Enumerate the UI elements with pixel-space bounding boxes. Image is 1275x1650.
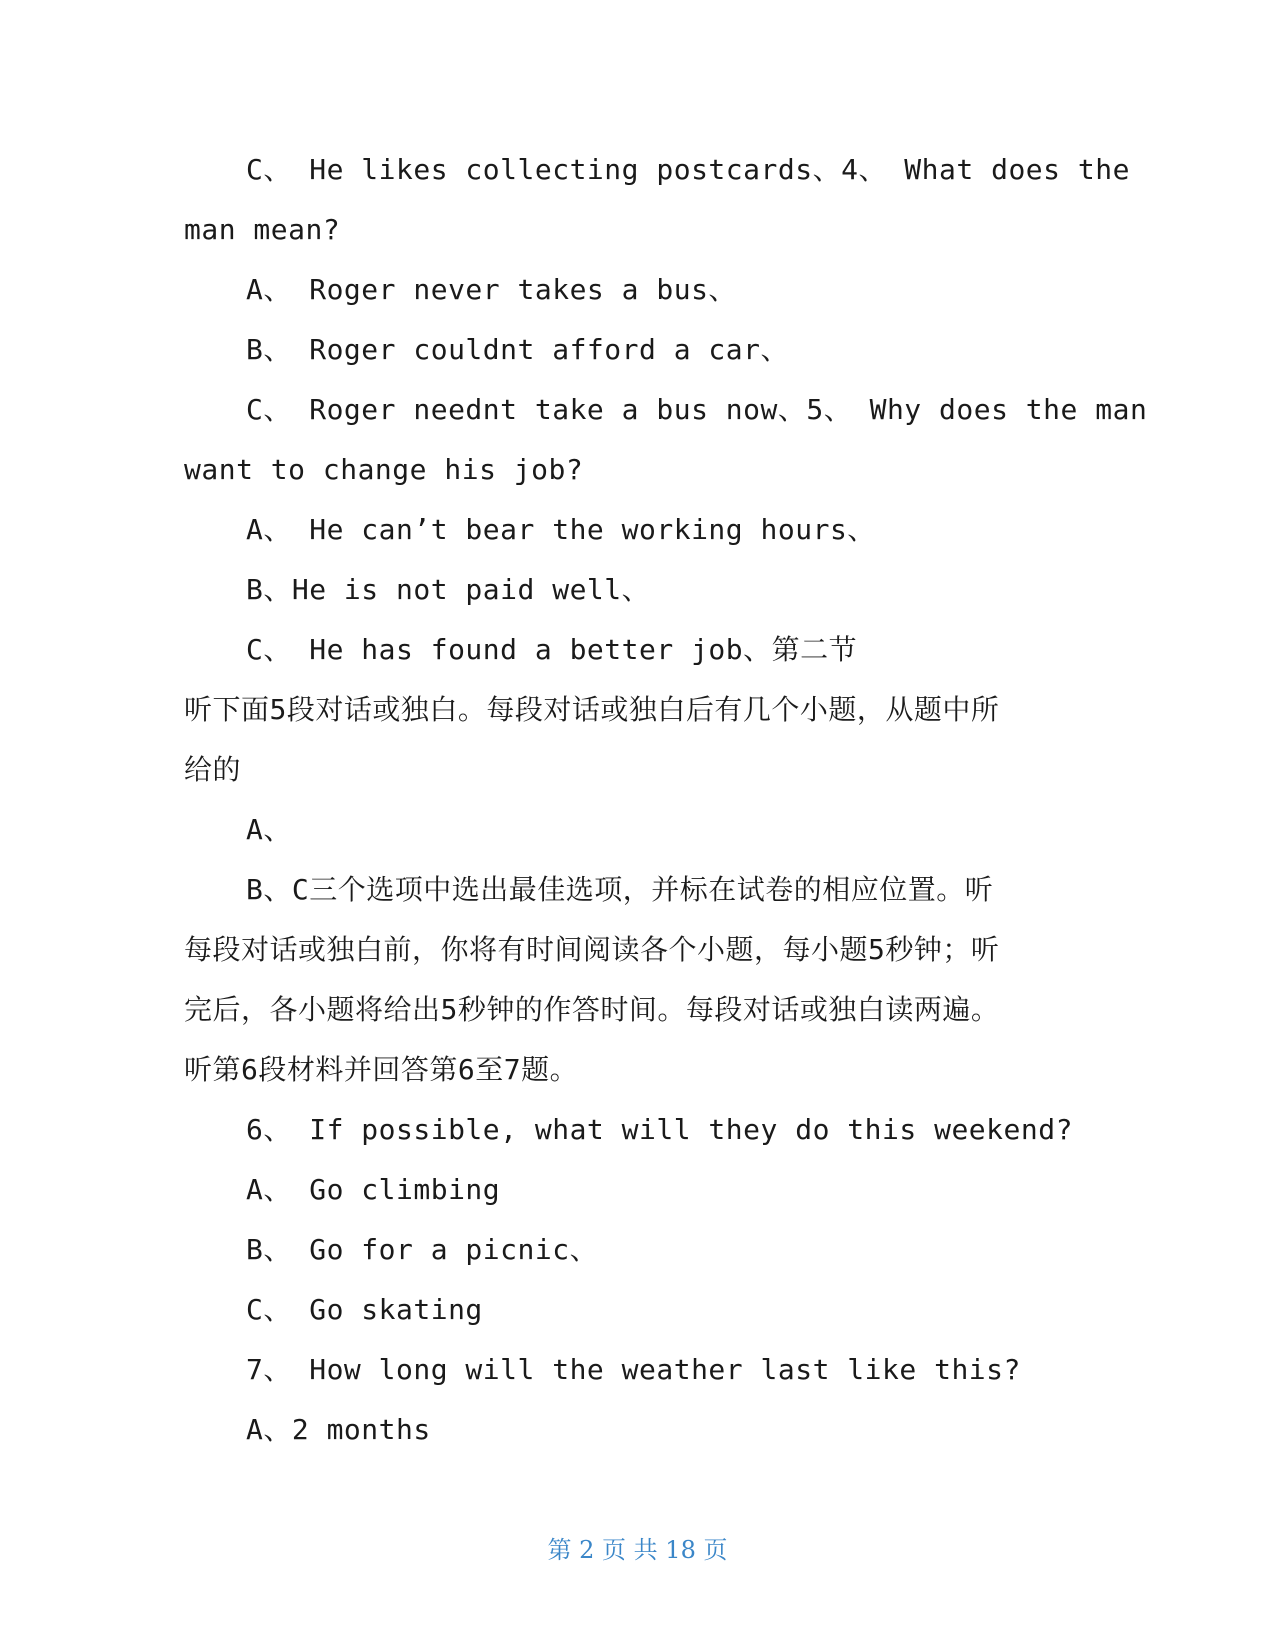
text-line: B、 Roger couldnt afford a car、 [246,333,790,366]
text-line: 给的 [184,753,242,786]
text-line: 7、 How long will the weather last like this? [246,1353,1021,1386]
text-line: A、 He can’t bear the working hours、 [246,513,876,546]
text-line: man mean? [184,213,341,246]
text-line: A、 [246,813,292,846]
text-line: C、 He has found a better job、第二节 [246,633,858,666]
document-body [184,140,1148,1460]
text-line: C、 Roger neednt take a bus now、5、 Why does the man [246,393,1148,426]
text-line: 6、 If possible, what will they do this weekend? [246,1113,1073,1146]
text-line: 每段对话或独白前，你将有时间阅读各个小题，每小题5秒钟；听 [184,933,1000,966]
text-line: B、He is not paid well、 [246,573,651,606]
text-line: B、C三个选项中选出最佳选项，并标在试卷的相应位置。听 [246,873,994,906]
text-line: C、 Go skating [246,1293,483,1326]
text-line: A、 Roger never takes a bus、 [246,273,737,306]
text-line: 听下面5段对话或独白。每段对话或独白后有几个小题，从题中所 [184,693,1000,726]
text-line: A、2 months [246,1413,431,1446]
text-line: want to change his job? [184,453,584,486]
text-line: A、 Go climbing [246,1173,501,1206]
text-line: B、 Go for a picnic、 [246,1233,599,1266]
text-line: 听第6段材料并回答第6至7题。 [184,1053,579,1086]
page-number-footer: 第 2 页 共 18 页 [547,1536,728,1564]
text-line: C、 He likes collecting postcards、4、 What does the [246,153,1130,186]
text-line: 完后，各小题将给出5秒钟的作答时间。每段对话或独白读两遍。 [184,993,1000,1026]
